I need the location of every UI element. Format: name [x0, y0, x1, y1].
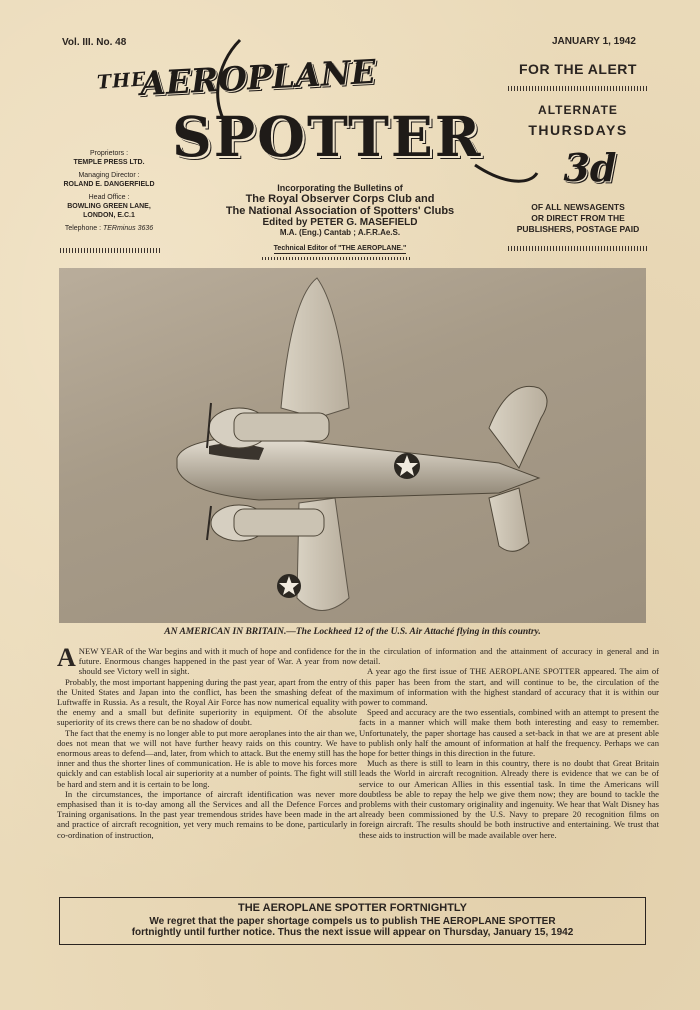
proprietors-value: TEMPLE PRESS LTD.	[73, 159, 145, 166]
incorporating-line-2: The Royal Observer Corps Club and	[245, 193, 435, 205]
managing-label: Managing Director :	[78, 172, 140, 179]
newsagents-line-2: OR DIRECT FROM THE	[531, 213, 625, 223]
publisher-info	[58, 149, 160, 233]
newsagents-block	[508, 202, 648, 235]
managing-value: ROLAND E. DANGERFIELD	[63, 181, 155, 188]
price-label: 3d	[563, 145, 617, 190]
notice-line-1: We regret that the paper shortage compels us to publish THE AEROPLANE SPOTTER	[149, 916, 556, 927]
article-column-1	[57, 643, 357, 840]
office-line-1: BOWLING GREEN LANE,	[67, 203, 151, 210]
article-column-2	[359, 646, 659, 840]
issue-date: JANUARY 1, 1942	[552, 36, 636, 47]
for-the-alert: FOR THE ALERT	[519, 61, 637, 77]
drop-cap: A	[57, 643, 76, 672]
edited-by: Edited by PETER G. MASEFIELD	[262, 217, 418, 228]
left-rule	[60, 248, 160, 253]
article-paragraph: In the circumstances, the importance of aircraft identification was never more emphasised than it is to-day among all the Services and all the Defence Forces and Training organisations. In the past year tremendous strides have been made in the art and practice of aircraft recognition, yet very much remains to be done, particularly in co-ordination of instruction,	[57, 788, 357, 840]
article-paragraph: The fact that the enemy is no longer able to put more aeroplanes into the air than we, does not mean that we will not have further heavy raids on this country. We have enormous areas to defend—and, later, from which to attack. But the enemy still has the inner and thus the shorter lines of communication. He is able to move his forces more quickly and can establish local air superiority at a number of points. The fight will still be hard and stern and it is certain to be long.	[57, 727, 357, 789]
center-rule	[262, 257, 412, 260]
masthead-title-aeroplane: AEROPLANE	[139, 51, 377, 104]
telephone	[58, 224, 160, 233]
incorporating-line-1: Incorporating the Bulletins of	[277, 183, 403, 193]
lockheed-12-aircraft-icon	[59, 268, 646, 623]
office-line-2: LONDON, E.C.1	[83, 212, 135, 219]
office-label: Head Office :	[88, 194, 130, 201]
article-paragraph: Probably, the most important happening during the past year, apart from the entry of the United States and Japan into the conflict, has been the smashing defeat of the Luftwaffe in Russia. As a result, the Royal Air Force has now numerical equality with the enemy and a small but definite superiority in equipment. Of the absolute superiority of its crews there can be no shadow of doubt.	[57, 676, 357, 728]
article-paragraph: A year ago the first issue of THE AEROPLANE SPOTTER appeared. The aim of this paper has been from the start, and will continue to be, the circulation of the maximum of information with the highest standard of accuracy that it is within our power to command.	[359, 666, 659, 708]
article-lead-paragraph	[57, 643, 357, 677]
aircraft-photo	[59, 268, 646, 623]
masthead-title-spotter: SPOTTER	[172, 104, 483, 169]
right-rule-top	[508, 86, 648, 91]
masthead-swoosh-icon	[185, 35, 540, 195]
fortnightly-notice	[59, 897, 646, 945]
alternate-label: ALTERNATE	[538, 103, 618, 117]
incorporating-block	[190, 183, 490, 255]
newsagents-line-1: OF ALL NEWSAGENTS	[531, 202, 625, 212]
editor-credentials: M.A. (Eng.) Cantab ; A.F.R.Ae.S.	[279, 228, 401, 237]
article-paragraph: Much as there is still to learn in this country, there is no doubt that Great Britain leads the World in aircraft recognition. Already there is evidence that we can be of service to our American Allies in this essential task. In time the Americans will doubtless be able to repay the help we give them now; they are bound to tackle the problems with their customary originality and ingenuity. We hear that Walt Disney has already been commissioned by the U.S. Navy to prepare 20 recognition films on foreign aircraft. The results should be both instructive and entertaining. We trust that these aids to instruction will be made available over here.	[359, 758, 659, 840]
thursdays-label: THURSDAYS	[528, 122, 628, 138]
proprietors-label: Proprietors :	[89, 150, 129, 157]
newsagents-line-3: PUBLISHERS, POSTAGE PAID	[516, 224, 640, 234]
telephone-label: Telephone :	[64, 225, 102, 232]
telephone-value: TERminus 3636	[102, 225, 154, 232]
notice-title: THE AEROPLANE SPOTTER FORTNIGHTLY	[238, 902, 467, 914]
lead-text: NEW YEAR of the War begins and with it much of hope and confidence for the future. Enormous changes happened in the past year of War. A year from now should see Victory well in sight.	[78, 646, 357, 677]
notice-line-2: fortnightly until further notice. Thus the next issue will appear on Thursday, January 15, 1942	[131, 927, 574, 938]
incorporating-line-3: The National Association of Spotters' Clubs	[225, 205, 455, 217]
technical-editor: Technical Editor of "THE AEROPLANE."	[273, 245, 407, 252]
article-paragraph: in the circulation of information and the attainment of accuracy in general and in detail.	[359, 646, 659, 667]
volume-number: Vol. III. No. 48	[62, 37, 127, 48]
photo-caption: AN AMERICAN IN BRITAIN.—The Lockheed 12 of the U.S. Air Attaché flying in this country.	[164, 627, 541, 637]
right-rule-bottom	[508, 246, 648, 251]
article-paragraph: Speed and accuracy are the two essentials, combined with an attempt to present the facts in a manner which will make them both interesting and easy to remember. Unfortunately, the paper shortage has caused a set-back in that we are at present able to publish only half the amount of information at half the frequency. Perhaps we can hope for better things in this direction in the future.	[359, 707, 659, 759]
masthead-the: THE	[96, 68, 148, 94]
